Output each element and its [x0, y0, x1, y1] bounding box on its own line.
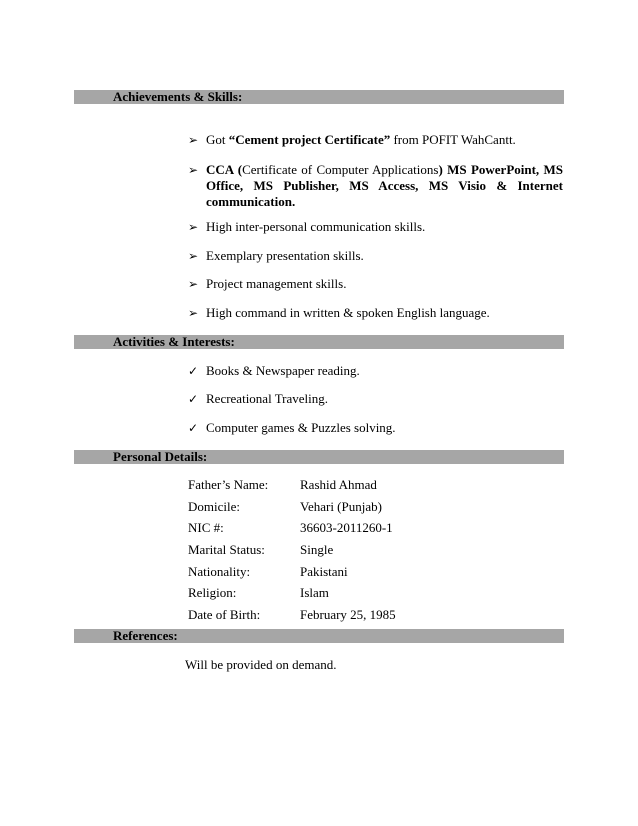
detail-label: Father’s Name:	[188, 477, 269, 492]
detail-row	[188, 520, 548, 536]
detail-label: Nationality:	[188, 564, 251, 579]
achievement-text-pre: Got	[206, 132, 229, 147]
detail-row	[188, 499, 548, 515]
detail-value: February 25, 1985	[300, 607, 396, 622]
arrow-bullet-icon: ➢	[188, 306, 199, 320]
arrow-bullet-icon: ➢	[188, 249, 199, 263]
arrow-bullet-icon: ➢	[188, 277, 199, 291]
section-header-activities	[74, 335, 564, 349]
detail-label: Date of Birth:	[188, 607, 261, 622]
arrow-bullet-icon: ➢	[188, 220, 199, 234]
references-text: Will be provided on demand.	[185, 657, 337, 672]
detail-value: Islam	[300, 585, 329, 600]
activity-text: Books & Newspaper reading.	[206, 363, 360, 378]
achievement-text	[206, 162, 563, 210]
section-header-references	[74, 629, 564, 643]
achievement-text-post: from POFIT WahCantt.	[390, 132, 516, 147]
detail-row	[188, 607, 548, 623]
section-title-achievements: Achievements & Skills:	[113, 89, 243, 104]
detail-value: Single	[300, 542, 334, 557]
achievement-text-plain: Certificate of Computer Applications	[242, 162, 439, 177]
detail-row	[188, 477, 548, 493]
achievement-text-bold: ) MS PowerPoint, MS Office, MS Publisher, MS Access, MS Visio & Internet communication.	[206, 162, 564, 209]
achievement-text: Project management skills.	[206, 276, 347, 291]
detail-label: NIC #:	[188, 520, 224, 535]
achievement-text: High inter-personal communication skills.	[206, 219, 426, 234]
achievement-text: Exemplary presentation skills.	[206, 248, 364, 263]
detail-row	[188, 542, 548, 558]
section-title-activities: Activities & Interests:	[113, 334, 235, 349]
achievement-text: High command in written & spoken English language.	[206, 305, 490, 320]
check-bullet-icon: ✓	[188, 421, 199, 435]
section-title-references: References:	[113, 628, 178, 643]
check-bullet-icon: ✓	[188, 392, 199, 406]
detail-value: Vehari (Punjab)	[300, 499, 382, 514]
detail-value: Rashid Ahmad	[300, 477, 377, 492]
detail-value: 36603-2011260-1	[300, 520, 393, 535]
achievement-text-bold: CCA (	[206, 162, 243, 177]
detail-label: Religion:	[188, 585, 237, 600]
section-title-personal: Personal Details:	[113, 449, 208, 464]
check-bullet-icon: ✓	[188, 364, 199, 378]
detail-label: Marital Status:	[188, 542, 265, 557]
achievement-text-bold: “Cement project Certificate”	[228, 132, 391, 147]
section-header-achievements	[74, 90, 564, 104]
section-header-personal	[74, 450, 564, 464]
detail-row	[188, 585, 548, 601]
arrow-bullet-icon: ➢	[188, 133, 199, 147]
detail-value: Pakistani	[300, 564, 348, 579]
activity-text: Recreational Traveling.	[206, 391, 329, 406]
activity-text: Computer games & Puzzles solving.	[206, 420, 396, 435]
achievement-text	[206, 132, 563, 148]
arrow-bullet-icon: ➢	[188, 163, 199, 177]
detail-label: Domicile:	[188, 499, 240, 514]
detail-row	[188, 564, 548, 580]
